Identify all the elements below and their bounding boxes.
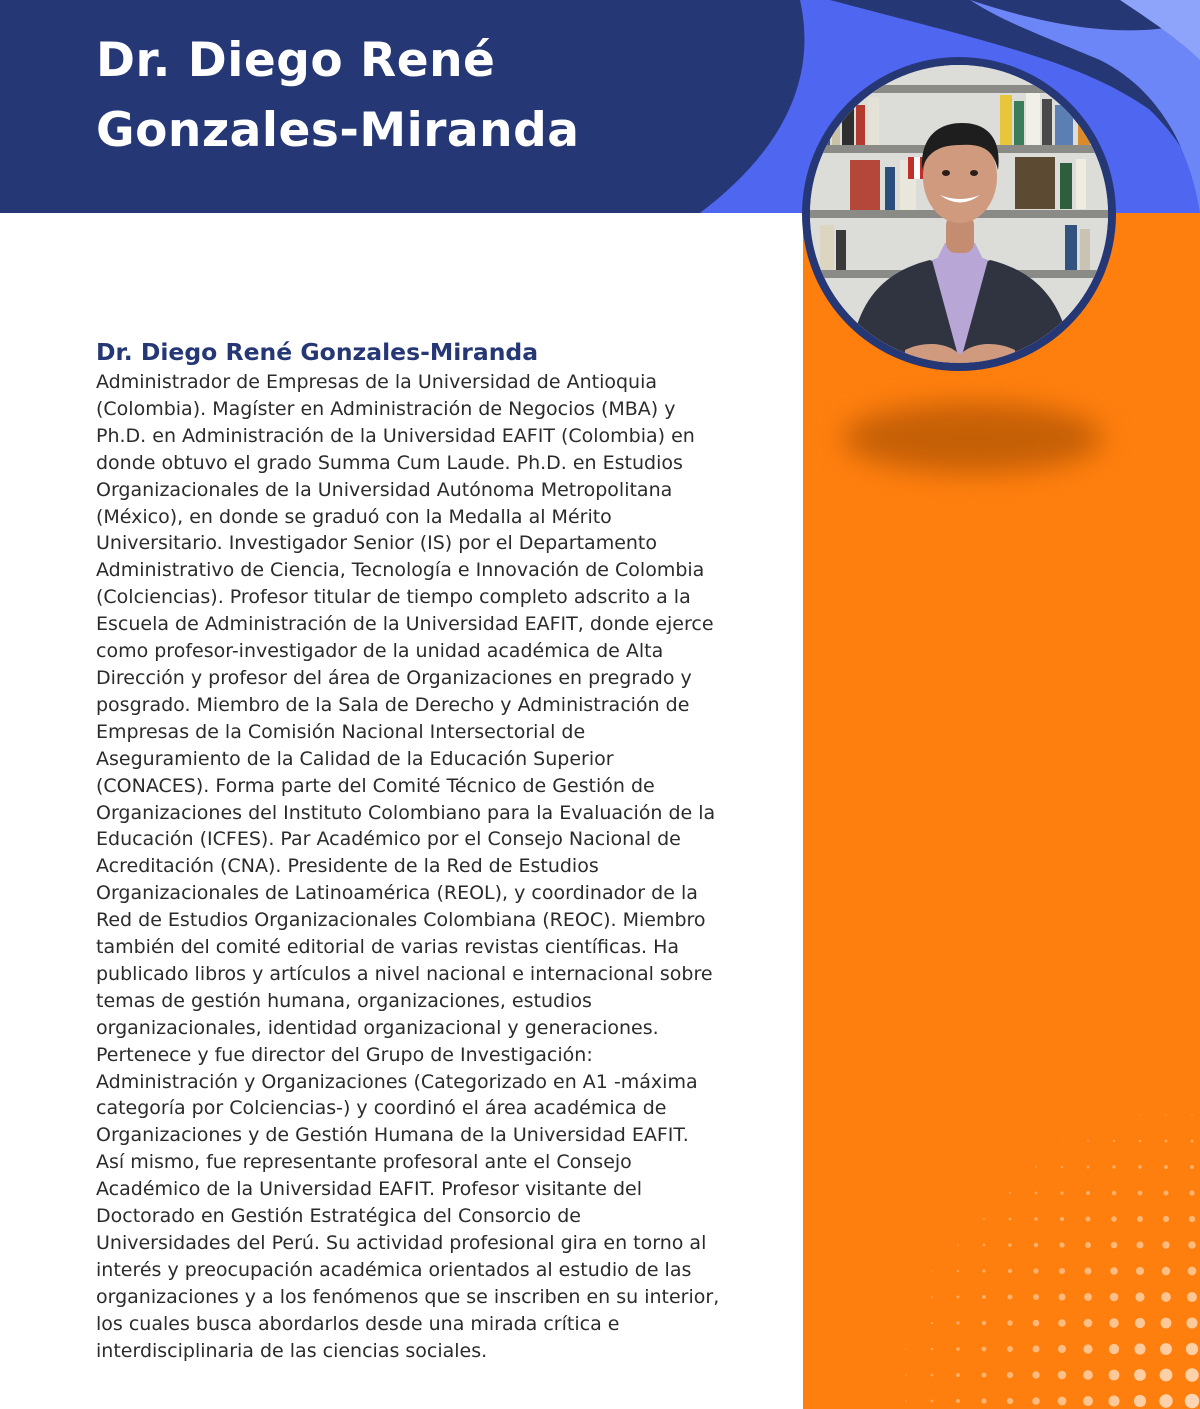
decorative-dot [1137, 1216, 1143, 1222]
decorative-dot [1083, 1344, 1092, 1353]
decorative-dot [1189, 1216, 1195, 1222]
decorative-dot [1085, 1268, 1092, 1275]
decorative-dot [1109, 1344, 1119, 1354]
decorative-dot [1139, 1140, 1142, 1143]
decorative-dot [1087, 1166, 1090, 1169]
decorative-dot [1110, 1267, 1118, 1275]
decorative-dot [905, 1374, 907, 1376]
decorative-dot [1058, 1319, 1066, 1327]
decorative-dot [981, 1372, 986, 1377]
decorative-dot [956, 1321, 959, 1324]
portrait-photo [810, 65, 1108, 363]
decorative-dot [1112, 1165, 1115, 1168]
decorative-dot [1084, 1293, 1092, 1301]
decorative-dot [1113, 1140, 1115, 1142]
bio-text: Administrador de Empresas de la Universidad de Antioquia (Colombia). Magíster en Administración de Negocios (MBA) y Ph.D. en Administración de la Universidad EAFIT (Colombia) en donde obtuvo el grado Summa Cum Laude. Ph.D. en Estudios Organizacionales de la Universidad Autónoma Metropolitana (México), en donde se graduó con la Medalla al Mérito Universitario. Investigador Senior (IS) por el Departamento Administrativo de Ciencia, Tecnología e Innovación de Colombia (Colciencias). Profesor titular de tiempo completo adscrito a la Escuela de Administración de la Universidad EAFIT, donde ejerce como profesor-investigador de la unidad académica de Alta Dirección y profesor del área de Organizaciones en pregrado y posgrado. Miembro de la Sala de Derecho y Administración de Empresas de la Comisión Nacional Intersectorial de Aseguramiento de la Calidad de la Educación Superior (CONACES). Forma parte del Comité Técnico de Gestión de Organizaciones del Instituto Colombiano para la Evaluación de la Educación (ICFES). Par Académico por el Consejo Nacional de Acreditación (CNA). Presidente de la Red de Estudios Organizacionales de Latinoamérica (REOL), y coordinador de la Red de Estudios Organizacionales Colombiana (REOC). Miembro también del comité editorial de varias revistas científicas. Ha publicado libros y artículos a nivel nacional e internacional sobre temas de gestión humana, organizaciones, estudios organizacionales, identidad organizacional y generaciones. Pertenece y fue director del Grupo de Investigación: Administración y Organizaciones (Categorizado en A1 -máxima categoría por Colciencias-) y coordinó el área académica de Organizaciones y de Gestión Humana de la Universidad EAFIT. Así mismo, fue representante profesoral ante el Consejo Académico de la Universidad EAFIT. Profesor visitante del Doctorado en Gestión Estratégica del Consorcio de Universidades del Perú. Su actividad profesional gira en torno al interés y preocupación académica orientados al estudio de las organizaciones y a los fenómenos que se inscriben en su interior, los cuales busca abordarlos desde una mirada crítica e interdisciplinaria de las ciencias sociales. [96, 371, 720, 1362]
decorative-dot [1138, 1191, 1143, 1196]
decorative-dot [1058, 1345, 1066, 1353]
decorative-dot [1035, 1192, 1038, 1195]
decorative-dot [1189, 1190, 1194, 1195]
decorative-dot [1186, 1317, 1197, 1328]
decorative-dot [1109, 1370, 1120, 1381]
decorative-dot [1161, 1318, 1172, 1329]
decorative-dot [931, 1296, 933, 1298]
decorative-dot [1136, 1267, 1144, 1275]
decorative-dot [1162, 1241, 1169, 1248]
decorative-dot [1059, 1268, 1065, 1274]
decorative-dot [1035, 1166, 1037, 1168]
decorative-dot [905, 1400, 907, 1402]
decorative-dot [1085, 1242, 1091, 1248]
decorative-dot [956, 1373, 960, 1377]
decorative-dot [1086, 1217, 1091, 1222]
decorative-dot [982, 1347, 987, 1352]
decorative-dot [1135, 1292, 1144, 1301]
decorative-dot [1060, 1217, 1064, 1221]
decorative-dot [1135, 1318, 1145, 1328]
decorative-dot [1165, 1140, 1168, 1143]
decorative-dot [1083, 1396, 1093, 1406]
decorative-dot [1033, 1268, 1038, 1273]
decorative-dot [1008, 1243, 1012, 1247]
decorative-dot [1034, 1243, 1038, 1247]
decorative-dot [1032, 1371, 1039, 1378]
decorative-dot [1191, 1114, 1193, 1116]
decorative-dot [1164, 1165, 1168, 1169]
decorative-dot [1163, 1190, 1168, 1195]
decorative-dot [1165, 1114, 1167, 1116]
decorative-dot [1007, 1398, 1013, 1404]
decorative-dot [956, 1347, 960, 1351]
decorative-dot [982, 1269, 985, 1272]
decorative-dot [1136, 1241, 1143, 1248]
decorative-dot [1008, 1269, 1012, 1273]
decorative-dot [1009, 1192, 1011, 1194]
decorative-dot [1185, 1368, 1198, 1381]
decorative-dot [1061, 1166, 1063, 1168]
decorative-dot [1163, 1216, 1169, 1222]
decorative-dot [957, 1244, 959, 1246]
decorative-dot [1034, 1217, 1038, 1221]
decorative-dot [1190, 1165, 1194, 1169]
page-title-line-2: Gonzales-Miranda [96, 103, 580, 158]
decorative-dot [1139, 1114, 1140, 1115]
decorative-dot [1058, 1397, 1067, 1406]
decorative-dot [1134, 1343, 1145, 1354]
decorative-dot [1087, 1140, 1089, 1142]
decorative-dot [1188, 1241, 1196, 1249]
decorative-dot [1191, 1140, 1194, 1143]
decorative-dot [1007, 1346, 1013, 1352]
decorative-dot [1061, 1140, 1062, 1141]
decorative-dot [1033, 1294, 1039, 1300]
person-photo-icon [810, 65, 1108, 363]
decorative-dot [1032, 1397, 1040, 1405]
decorative-dot [1162, 1267, 1171, 1276]
decorative-dot [1188, 1267, 1197, 1276]
decorative-dot [905, 1348, 906, 1349]
decorative-dot [1111, 1216, 1117, 1222]
page-title [96, 26, 579, 166]
decorative-dot [1186, 1343, 1198, 1355]
decorative-dot [931, 1322, 933, 1324]
decorative-dot [1134, 1395, 1146, 1407]
decorative-dot [1160, 1343, 1172, 1355]
decorative-dot [1187, 1292, 1197, 1302]
decorative-dot [982, 1321, 986, 1325]
decorative-dot [983, 1218, 985, 1220]
decorative-dot [957, 1270, 959, 1272]
decorative-dot [1159, 1394, 1172, 1407]
decorative-dot [1059, 1242, 1064, 1247]
decorative-dot [1033, 1320, 1040, 1327]
decorative-dot [1161, 1292, 1171, 1302]
decorative-dot [1112, 1191, 1116, 1195]
decorative-dot [1059, 1294, 1066, 1301]
decorative-dot [1009, 1218, 1012, 1221]
decorative-dot [983, 1244, 986, 1247]
decorative-dot [1110, 1293, 1119, 1302]
decorative-dot [981, 1398, 986, 1403]
decorative-dot [1108, 1395, 1119, 1406]
decorative-dot [982, 1295, 986, 1299]
decorative-dot [931, 1270, 932, 1271]
decorative-dot [1111, 1242, 1118, 1249]
decorative-dot [1086, 1191, 1090, 1195]
portrait-frame [802, 57, 1116, 371]
decorative-dot [1138, 1165, 1142, 1169]
decorative-dot [1008, 1295, 1013, 1300]
decorative-dot [1058, 1371, 1067, 1380]
decorative-dot [1185, 1394, 1199, 1408]
decorative-dot [1083, 1370, 1093, 1380]
decorative-dot [956, 1399, 960, 1403]
decorative-dot [931, 1374, 934, 1377]
page-title-line-1: Dr. Diego René [96, 33, 496, 88]
decorative-dot [931, 1348, 934, 1351]
decorative-dot [957, 1296, 960, 1299]
dot-pattern [803, 213, 1200, 1409]
decorative-dot [1084, 1319, 1093, 1328]
decorative-dot [1060, 1191, 1063, 1194]
orange-sidebar [803, 213, 1200, 1409]
decorative-dot [1134, 1369, 1146, 1381]
decorative-dot [1032, 1345, 1039, 1352]
decorative-dot [1007, 1372, 1013, 1378]
decorative-dot [1109, 1318, 1118, 1327]
decorative-dot [1007, 1320, 1013, 1326]
bio-heading: Dr. Diego René Gonzales-Miranda [96, 338, 539, 366]
decorative-dot [1160, 1369, 1173, 1382]
decorative-dot [931, 1400, 934, 1403]
